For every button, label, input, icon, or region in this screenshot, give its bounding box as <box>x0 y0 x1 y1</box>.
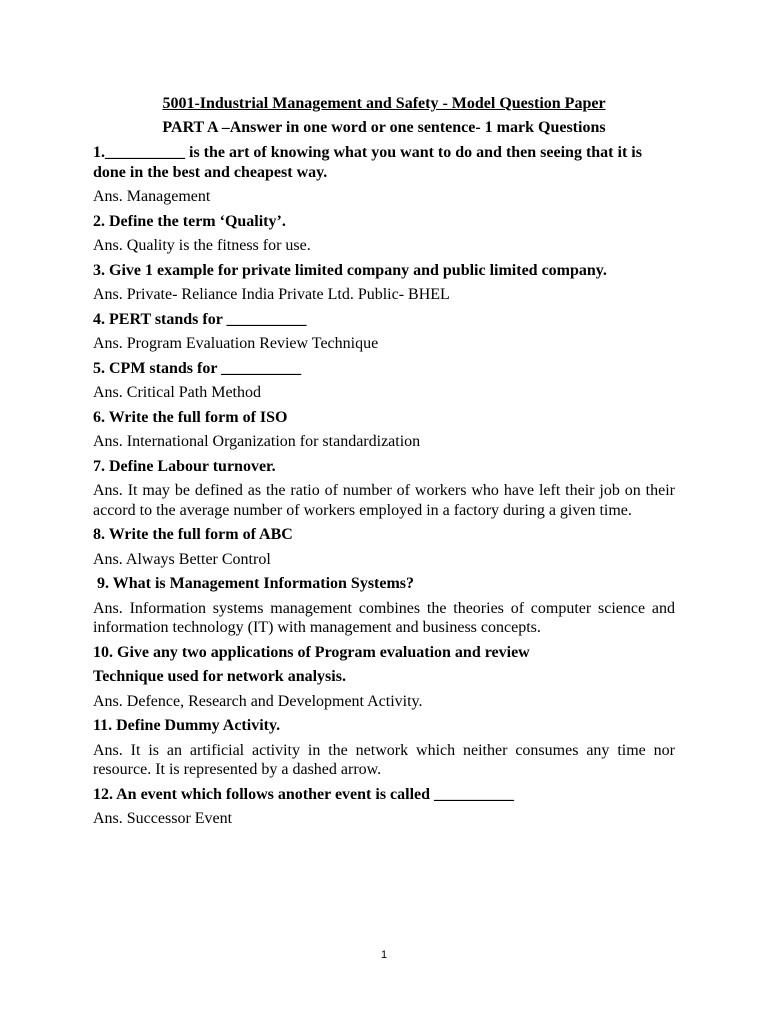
question-12: 12. An event which follows another event is called __________ <box>93 785 515 803</box>
question-6: 6. Write the full form of ISO <box>93 408 288 426</box>
answer-6: Ans. International Organization for standardization <box>93 433 421 450</box>
answer-4: Ans. Program Evaluation Review Technique <box>93 335 379 352</box>
question-7: 7. Define Labour turnover. <box>93 457 276 475</box>
answer-11: Ans. It is an artificial activity in the network which neither consumes any time nor resource. It is represented by a dashed arrow. <box>93 741 675 778</box>
question-4: 4. PERT stands for __________ <box>93 310 307 328</box>
page-number: 1 <box>380 949 388 961</box>
section-heading: PART A –Answer in one word or one sentence- 1 mark Questions <box>162 119 606 136</box>
answer-10: Ans. Defence, Research and Development Activity. <box>93 692 423 710</box>
answer-1: Ans. Management <box>93 188 211 205</box>
answer-7: Ans. It may be defined as the ratio of number of workers who have left their job on their accord to the average number of workers employed in a factory during a given time. <box>93 482 675 519</box>
document-page <box>93 93 675 834</box>
document-title: 5001-Industrial Management and Safety - Model Question Paper <box>162 95 606 112</box>
question-10: 10. Give any two applications of Program evaluation and review <box>93 643 530 661</box>
answer-5: Ans. Critical Path Method <box>93 384 261 401</box>
question-2: 2. Define the term ‘Quality’. <box>93 212 286 230</box>
answer-8: Ans. Always Better Control <box>93 550 271 568</box>
question-11: 11. Define Dummy Activity. <box>93 717 281 734</box>
question-3: 3. Give 1 example for private limited company and public limited company. <box>93 261 607 279</box>
question-10-continued: Technique used for network analysis. <box>93 668 346 685</box>
answer-9: Ans. Information systems management combines the theories of computer science and information technology (IT) with management and business concepts. <box>93 599 675 636</box>
answer-12: Ans. Successor Event <box>93 810 233 827</box>
question-1: 1.__________ is the art of knowing what you want to do and then seeing that it is done in the best and cheapest way. <box>93 144 642 181</box>
question-8: 8. Write the full form of ABC <box>93 526 293 543</box>
answer-2: Ans. Quality is the fitness for use. <box>93 237 311 254</box>
answer-3: Ans. Private- Reliance India Private Ltd. Public- BHEL <box>93 286 450 303</box>
question-9: 9. What is Management Information Systems? <box>97 575 415 592</box>
question-5: 5. CPM stands for __________ <box>93 359 302 377</box>
